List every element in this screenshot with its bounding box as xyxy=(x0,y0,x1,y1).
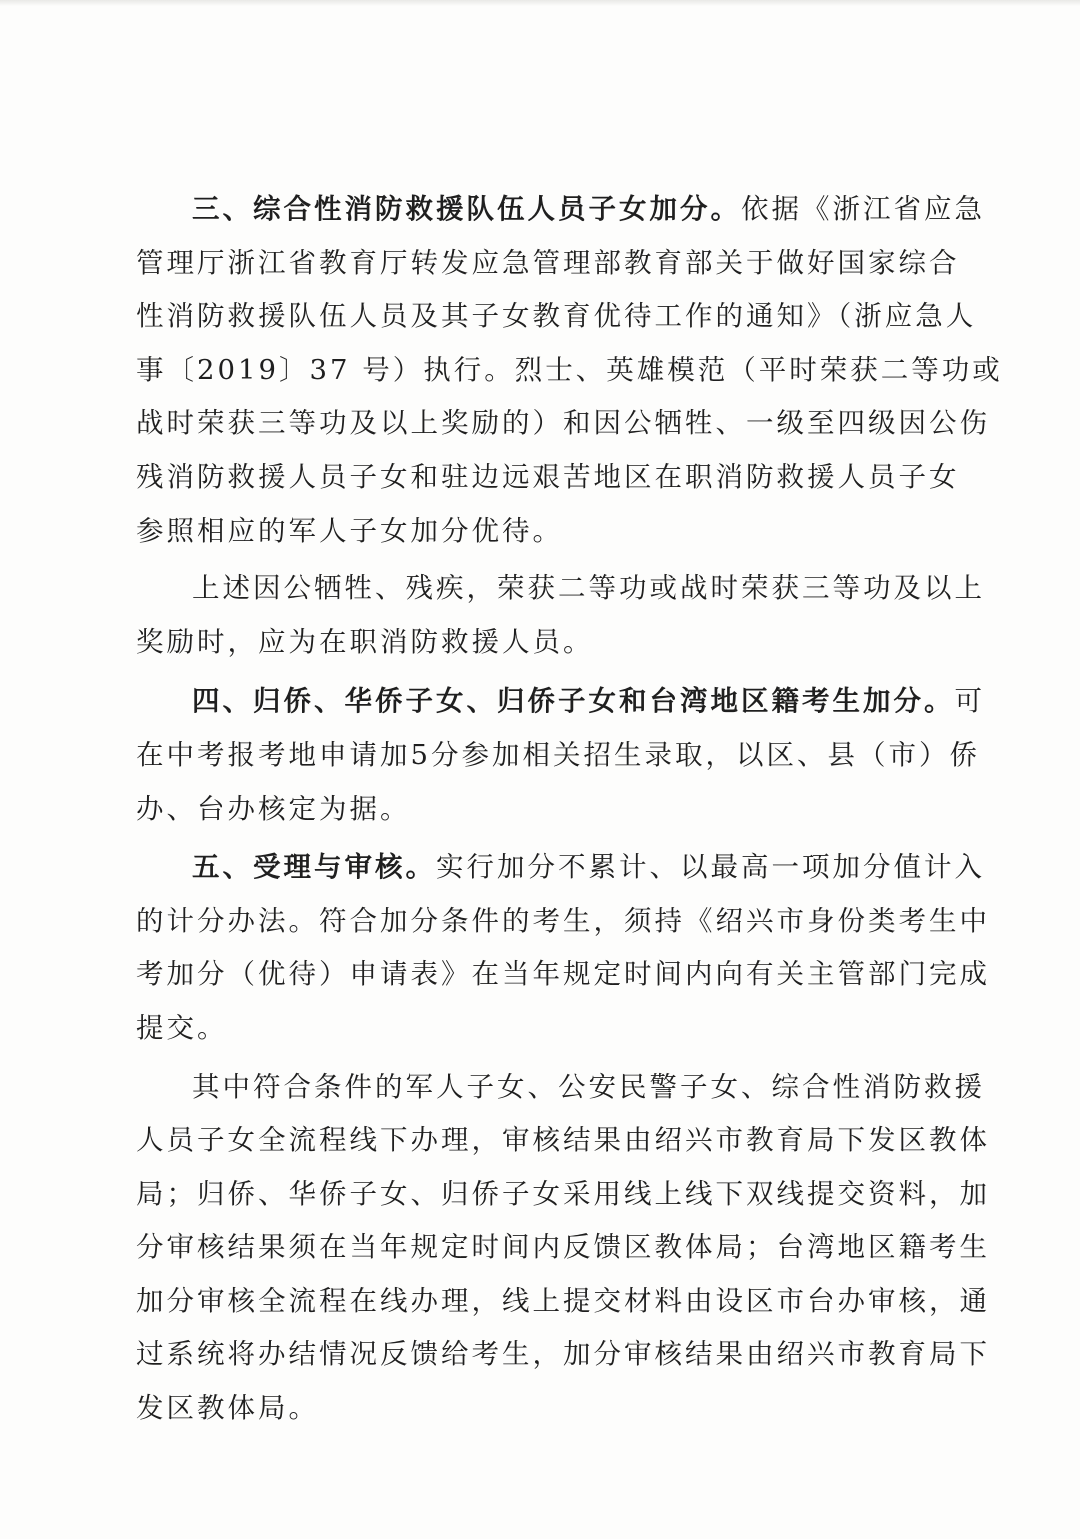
section-3-line: 性消防救援队伍人员及其子女教育优待工作的通知》（浙应急人 xyxy=(136,300,977,333)
section-4-first-line xyxy=(136,675,985,729)
section-5-heading: 五、受理与审核。 xyxy=(192,851,436,884)
section-4-line: 在中考报考地申请加5分参加相关招生录取，以区、县（市）侨 xyxy=(136,738,980,771)
section-5-detail-line: 局；归侨、华侨子女、归侨子女采用线上线下双线提交资料，加 xyxy=(136,1177,990,1210)
section-4-line-text: 可 xyxy=(954,685,985,718)
section-3-line: 事〔2019〕37 号）执行。烈士、英雄模范（平时荣获二等功或 xyxy=(136,353,1003,386)
section-5-line: 考加分（优待）申请表》在当年规定时间内向有关主管部门完成 xyxy=(136,958,990,991)
section-5-detail-line: 加分审核全流程在线办理，线上提交材料由设区市台办审核，通 xyxy=(136,1284,990,1317)
section-3-line: 管理厅浙江省教育厅转发应急管理部教育部关于做好国家综合 xyxy=(136,246,960,279)
section-3-note-line: 奖励时，应为在职消防救援人员。 xyxy=(136,625,594,658)
section-4-line: 办、台办核定为据。 xyxy=(136,792,411,825)
document-body xyxy=(136,183,1003,1436)
section-5-line: 提交。 xyxy=(136,1011,228,1044)
section-3-line-text: 依据《浙江省应急 xyxy=(741,193,985,225)
section-5-line: 的计分办法。符合加分条件的考生，须持《绍兴市身份类考生中 xyxy=(136,904,990,937)
page-edge-shadow xyxy=(0,0,1080,6)
section-5-detail-line: 过系统将办结情况反馈给考生，加分审核结果由绍兴市教育局下 xyxy=(136,1338,990,1371)
section-5-detail-line: 其中符合条件的军人子女、公安民警子女、综合性消防救援 xyxy=(192,1070,985,1103)
section-3-line: 参照相应的军人子女加分优待。 xyxy=(136,514,563,547)
section-3-line: 战时荣获三等功及以上奖励的）和因公牺牲、一级至四级因公伤 xyxy=(136,407,990,440)
section-5-line-text: 实行加分不累计、以最高一项加分值计入 xyxy=(436,851,985,884)
section-5-detail-line: 分审核结果须在当年规定时间内反馈区教体局；台湾地区籍考生 xyxy=(136,1231,990,1264)
section-3-first-line xyxy=(136,183,985,237)
section-5-detail-line: 人员子女全流程线下办理，审核结果由绍兴市教育局下发区教体 xyxy=(136,1124,990,1157)
section-4-heading: 四、归侨、华侨子女、归侨子女和台湾地区籍考生加分。 xyxy=(192,685,955,718)
section-5-detail-line: 发区教体局。 xyxy=(136,1392,319,1425)
section-3-heading: 三、综合性消防救援队伍人员子女加分。 xyxy=(192,193,741,225)
section-5-first-line xyxy=(136,841,985,895)
section-3-line: 残消防救援人员子女和驻边远艰苦地区在职消防救援人员子女 xyxy=(136,460,960,493)
section-3-note-line: 上述因公牺牲、残疾，荣获二等功或战时荣获三等功及以上 xyxy=(192,572,985,605)
